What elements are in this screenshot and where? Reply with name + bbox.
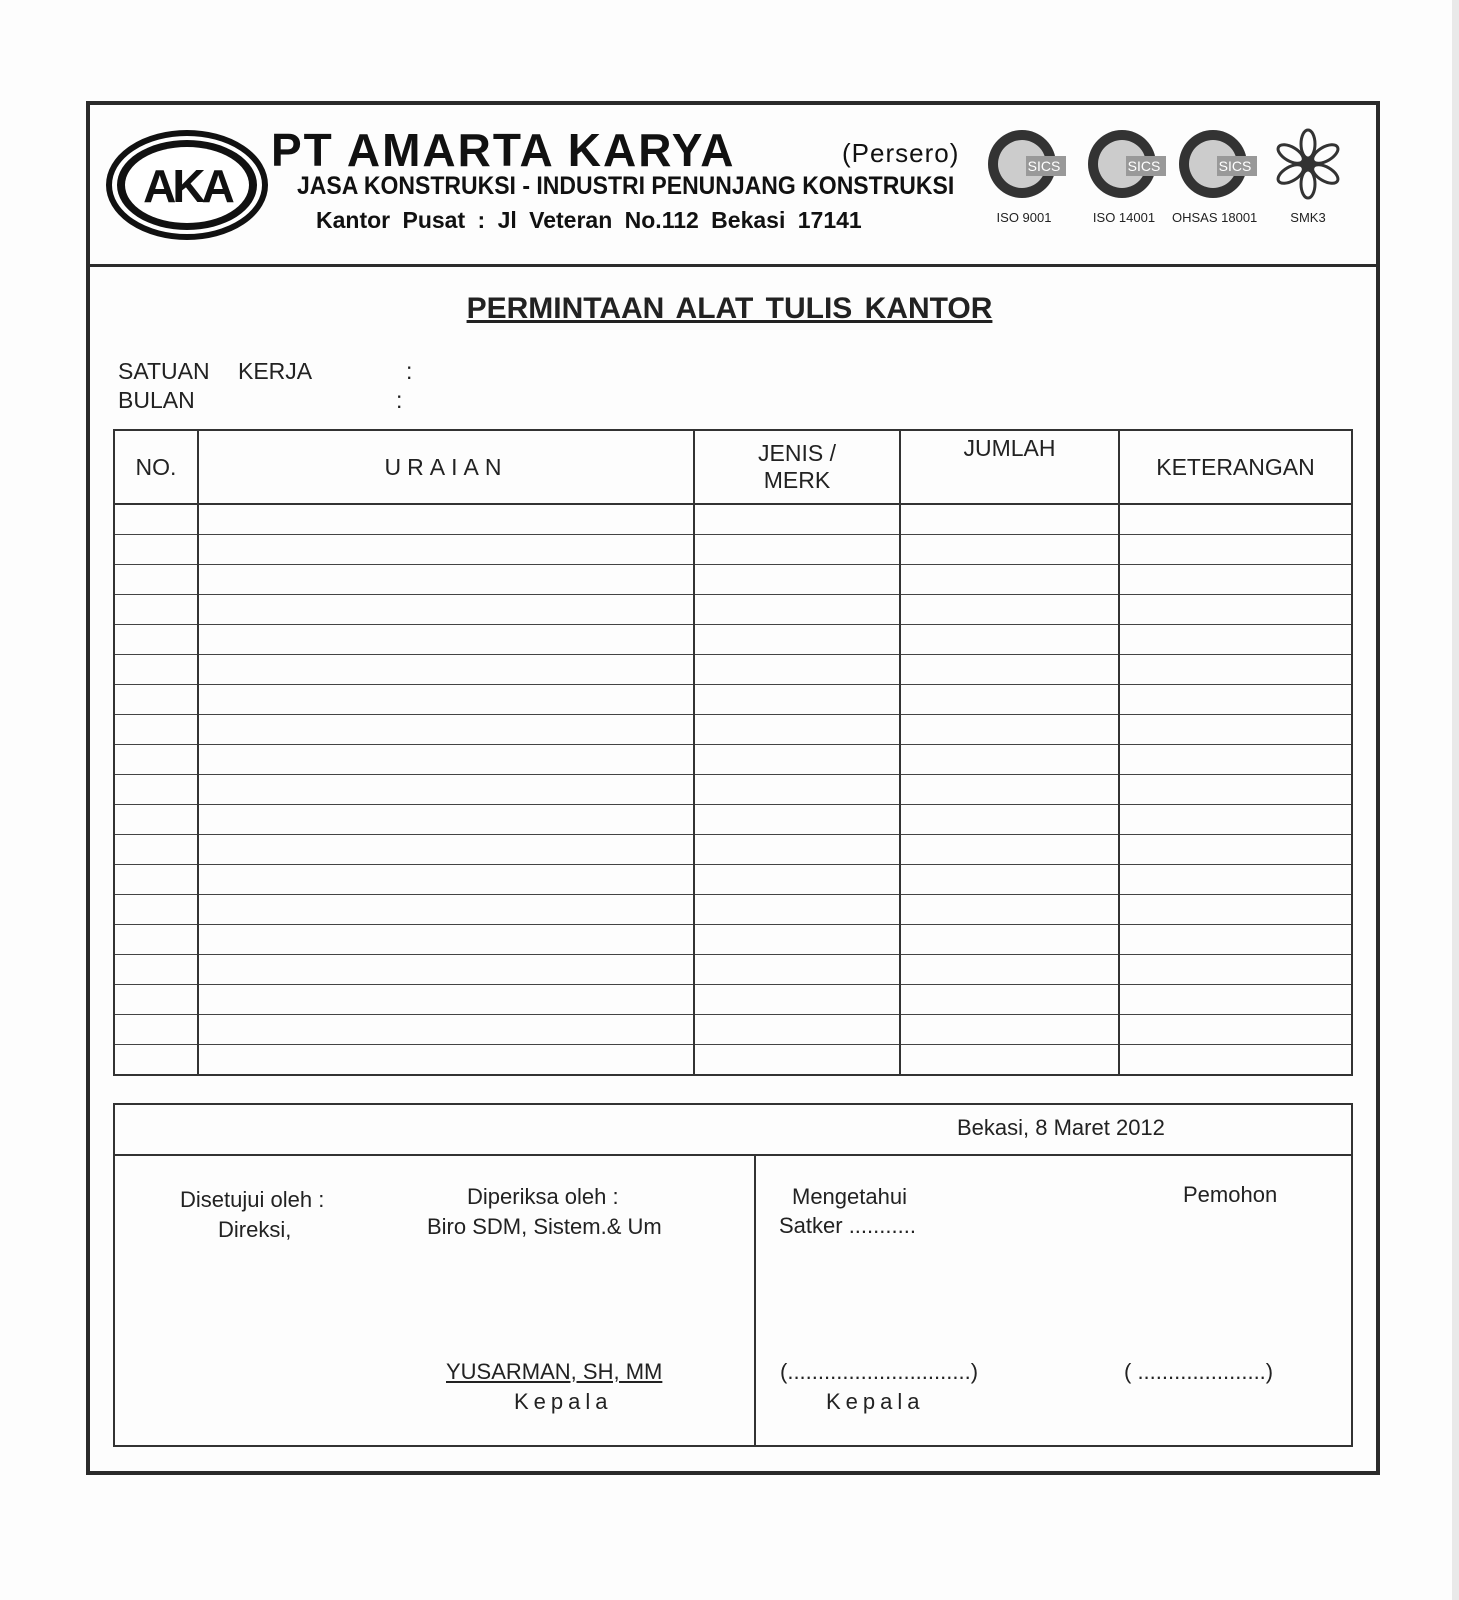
cell-jenis-merk [694,925,900,955]
table-row [114,655,1352,685]
cell-jumlah [900,955,1119,985]
cell-jenis-merk [694,625,900,655]
items-table [113,429,1353,1076]
requester-signature-placeholder: ( .....................) [1124,1359,1274,1384]
checked-title: Kepala [514,1389,613,1414]
header-keterangan: KETERANGAN [1119,430,1352,504]
cell-jumlah [900,1045,1119,1076]
approved-by: Direksi, [218,1217,292,1242]
sucofindo-seal-icon [982,128,1066,200]
cell-jenis-merk [694,895,900,925]
cell-jumlah [900,655,1119,685]
table-row [114,835,1352,865]
cell-keterangan [1119,745,1352,775]
cell-jumlah [900,1015,1119,1045]
cert-label: ISO 14001 [1092,210,1156,225]
field-bulan-label: BULAN [118,387,195,413]
cell-no [114,1015,198,1045]
cell-no [114,595,198,625]
table-row [114,565,1352,595]
cert-label: ISO 9001 [996,210,1052,225]
cell-keterangan [1119,865,1352,895]
ack-unit: Satker ........... [779,1213,916,1238]
cell-uraian [198,715,694,745]
cell-jumlah [900,745,1119,775]
cell-keterangan [1119,955,1352,985]
place-date: Bekasi, 8 Maret 2012 [957,1115,1165,1140]
cell-jenis-merk [694,865,900,895]
cell-keterangan [1119,835,1352,865]
logo-text: AKA [143,160,231,212]
cell-keterangan [1119,715,1352,745]
cell-jenis-merk [694,775,900,805]
cell-jumlah [900,565,1119,595]
ack-title: Kepala [826,1389,925,1414]
header-jenis-line2: MERK [763,467,831,493]
field-bulan-colon: : [396,387,403,413]
cell-jenis-merk [694,655,900,685]
cell-jenis-merk [694,805,900,835]
cell-jenis-merk [694,715,900,745]
cell-no [114,745,198,775]
cell-jumlah [900,715,1119,745]
signature-column-divider [754,1155,756,1447]
cell-jenis-merk [694,685,900,715]
company-suffix: (Persero) [842,138,960,168]
sucofindo-seal-icon [1173,128,1257,200]
cell-uraian [198,745,694,775]
cell-no [114,955,198,985]
seal-text: SICS [1027,158,1061,174]
page-edge [1452,0,1459,1600]
cell-keterangan [1119,625,1352,655]
cell-jenis-merk [694,595,900,625]
checked-name: YUSARMAN, SH, MM [446,1359,663,1384]
table-body [114,504,1352,1075]
cell-no [114,535,198,565]
cell-no [114,985,198,1015]
table-row [114,745,1352,775]
smk3-flower-icon [1270,128,1346,200]
cell-jumlah [900,805,1119,835]
cell-jenis-merk [694,565,900,595]
cell-uraian [198,595,694,625]
cell-uraian [198,685,694,715]
header-jenis-merk [694,430,900,504]
ack-label: Mengetahui [792,1184,907,1209]
table-row [114,985,1352,1015]
cell-uraian [198,955,694,985]
cell-jenis-merk [694,745,900,775]
cell-uraian [198,1015,694,1045]
cell-uraian [198,504,694,535]
cell-jenis-merk [694,955,900,985]
seal-text: SICS [1127,158,1161,174]
cert-label: SMK3 [1290,210,1326,225]
table-row [114,865,1352,895]
cell-keterangan [1119,1045,1352,1076]
cell-jenis-merk [694,985,900,1015]
cell-jumlah [900,685,1119,715]
cell-no [114,1045,198,1076]
cert-ohsas18001 [1172,128,1257,225]
cell-keterangan [1119,655,1352,685]
table-row [114,504,1352,535]
cell-jenis-merk [694,1045,900,1076]
table-row [114,895,1352,925]
header-divider [90,264,1376,267]
cell-no [114,655,198,685]
cell-no [114,925,198,955]
cell-jumlah [900,595,1119,625]
table-row [114,805,1352,835]
cell-jenis-merk [694,535,900,565]
cell-no [114,565,198,595]
header-jumlah: JUMLAH [900,430,1119,504]
signature-divider [113,1154,1353,1156]
cell-jumlah [900,835,1119,865]
cell-uraian [198,565,694,595]
cell-no [114,775,198,805]
approved-label: Disetujui oleh : [180,1187,325,1212]
checked-label: Diperiksa oleh : [467,1184,619,1209]
cell-no [114,865,198,895]
table-row [114,625,1352,655]
cell-jumlah [900,535,1119,565]
cell-jenis-merk [694,835,900,865]
cell-uraian [198,835,694,865]
table-row [114,715,1352,745]
cell-uraian [198,865,694,895]
cell-jumlah [900,775,1119,805]
table-row [114,925,1352,955]
cell-uraian [198,985,694,1015]
company-tagline: JASA KONSTRUKSI - INDUSTRI PENUNJANG KONSTRUKSI [297,172,955,200]
table-row [114,955,1352,985]
table-row [114,595,1352,625]
field-satuan-kerja-colon: : [406,358,413,384]
cell-keterangan [1119,535,1352,565]
cell-no [114,895,198,925]
cell-no [114,835,198,865]
ack-signature-placeholder: (..............................) [780,1359,979,1384]
cell-no [114,805,198,835]
cell-keterangan [1119,985,1352,1015]
cert-smk3 [1270,128,1346,225]
cell-keterangan [1119,504,1352,535]
cell-keterangan [1119,595,1352,625]
cell-jumlah [900,625,1119,655]
cell-jenis-merk [694,1015,900,1045]
cell-jenis-merk [694,504,900,535]
cell-keterangan [1119,805,1352,835]
form-title: PERMINTAAN ALAT TULIS KANTOR [466,292,993,325]
cell-jumlah [900,985,1119,1015]
seal-text: SICS [1218,158,1251,174]
cell-jumlah [900,504,1119,535]
header-uraian: URAIAN [198,430,694,504]
cell-keterangan [1119,685,1352,715]
requester-label: Pemohon [1183,1182,1278,1207]
cell-no [114,625,198,655]
table-row [114,775,1352,805]
table-header-row [114,430,1352,504]
cell-keterangan [1119,1015,1352,1045]
header-no: NO. [114,430,198,504]
cell-uraian [198,535,694,565]
cell-jumlah [900,925,1119,955]
cell-no [114,715,198,745]
table-row [114,535,1352,565]
cell-uraian [198,1045,694,1076]
cell-jumlah [900,895,1119,925]
header-jenis-line1: JENIS / [758,440,836,466]
field-satuan-kerja-label: SATUAN KERJA [118,358,313,384]
cell-keterangan [1119,565,1352,595]
cell-keterangan [1119,775,1352,805]
cert-iso9001 [982,128,1066,225]
cert-label: OHSAS 18001 [1172,210,1258,225]
cell-uraian [198,805,694,835]
cell-keterangan [1119,925,1352,955]
table-row [114,685,1352,715]
table-row [114,1045,1352,1076]
cell-uraian [198,775,694,805]
cell-keterangan [1119,895,1352,925]
cell-uraian [198,655,694,685]
cert-iso14001 [1082,128,1166,225]
cell-uraian [198,925,694,955]
table-row [114,1015,1352,1045]
cell-jumlah [900,865,1119,895]
sucofindo-seal-icon [1082,128,1166,200]
cell-uraian [198,895,694,925]
company-logo [106,130,268,240]
checked-by: Biro SDM, Sistem.& Um [427,1214,662,1239]
cell-no [114,685,198,715]
company-address: Kantor Pusat : Jl Veteran No.112 Bekasi 17141 [316,207,862,233]
cell-uraian [198,625,694,655]
cell-no [114,504,198,535]
company-name: PT AMARTA KARYA [271,124,736,176]
